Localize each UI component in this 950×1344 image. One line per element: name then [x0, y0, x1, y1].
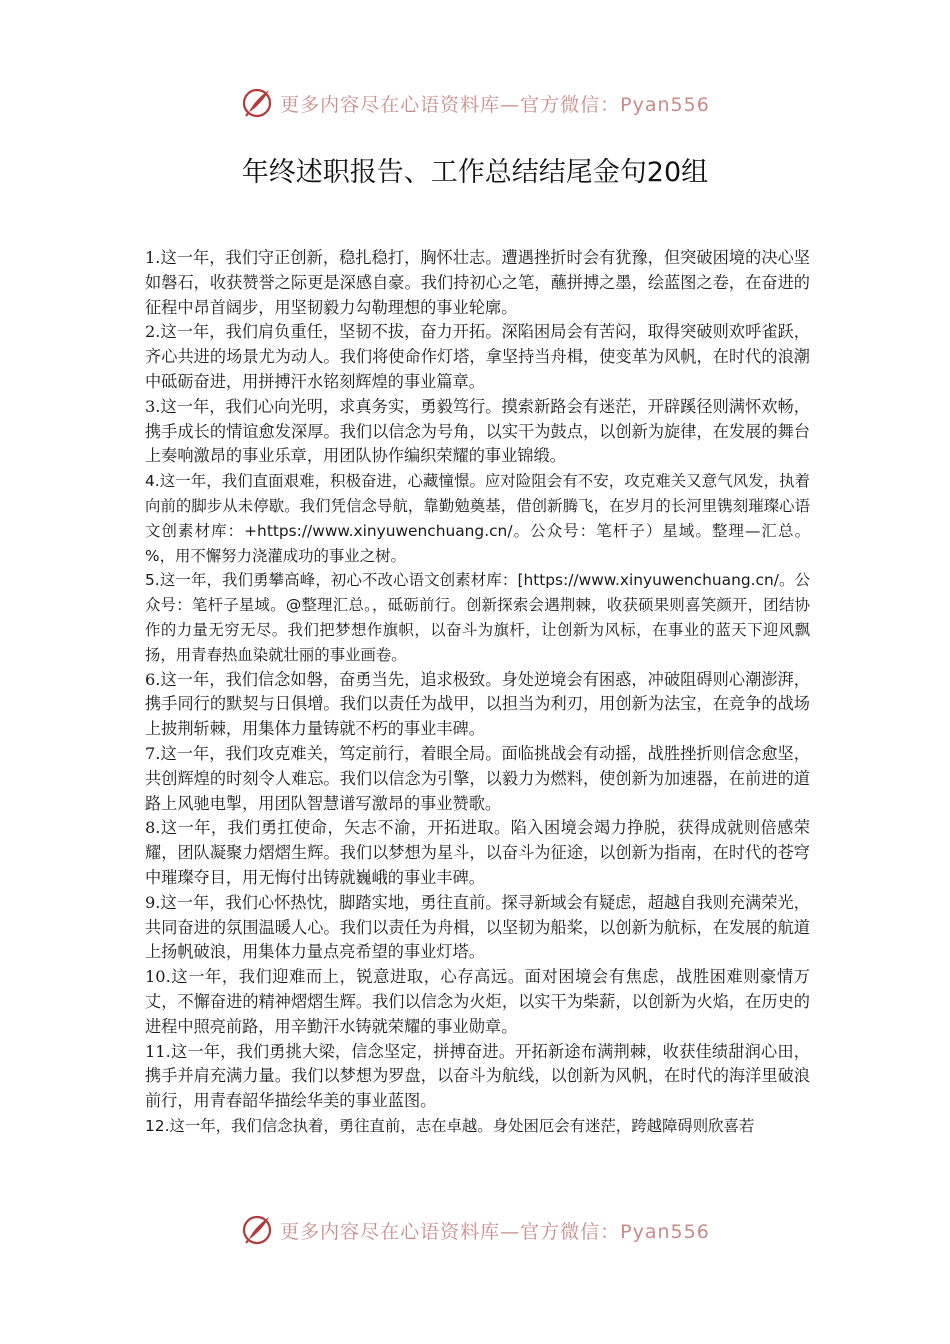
header-banner [0, 83, 950, 123]
paragraph-3: 3.这一年，我们心向光明，求真务实，勇毅笃行。摸索新路会有迷茫，开辟蹊径则满怀欢畅，携手成长的情谊愈发深厚。我们以信念为号角，以实干为鼓点，以创新为旋律，在发展的舞台上奏响激昂的事业乐章，用团队协作编织荣耀的事业锦缎。 [145, 396, 810, 466]
header-banner-text: 更多内容尽在心语资料库—官方微信： [280, 93, 621, 116]
paragraph-11: 11.这一年，我们勇挑大梁，信念坚定，拼搏奋进。开拓新途布满荆棘，收获佳绩甜润心田，携手并肩充满力量。我们以梦想为罗盘，以奋斗为航线，以创新为风帆，在时代的海洋里破浪前行，用青春韶华描绘华美的事业蓝图。 [145, 1041, 810, 1111]
paragraph-2: 2.这一年，我们肩负重任，坚韧不拔，奋力开拓。深陷困局会有苦闷，取得突破则欢呼雀跃，齐心共进的场景尤为动人。我们将使命作灯塔，拿坚持当舟楫，使变革为风帆，在时代的浪潮中砥砺奋进，用拼搏汗水铭刻辉煌的事业篇章。 [145, 322, 810, 391]
quill-logo-icon [240, 1213, 274, 1247]
header-wechat-id: Pyan556 [620, 93, 710, 116]
quill-logo-icon [240, 86, 274, 120]
document-title: 年终述职报告、工作总结结尾金句20组 [241, 157, 709, 188]
footer-banner-text: 更多内容尽在心语资料库—官方微信： [280, 1220, 621, 1243]
paragraph-8: 8.这一年，我们勇扛使命，矢志不渝，开拓进取。陷入困境会竭力挣脱，获得成就则倍感荣耀，团队凝聚力熠熠生辉。我们以梦想为星斗，以奋斗为征途，以创新为指南，在时代的苍穹中璀璨夺目，用无悔付出铸就巍峨的事业丰碑。 [145, 818, 810, 887]
paragraph-1: 1.这一年，我们守正创新，稳扎稳打，胸怀壮志。遭遇挫折时会有犹豫，但突破困境的决心坚如磐石，收获赞誉之际更是深感自豪。我们持初心之笔，蘸拼搏之墨，绘蓝图之卷，在奋进的征程中昂首阔步，用坚韧毅力勾勒理想的事业轮廓。 [145, 248, 810, 317]
paragraph-4: 4.这一年，我们直面艰难，积极奋进，心藏憧憬。应对险阻会有不安，攻克难关又意气风发，执着向前的脚步从未停歇。我们凭信念导航，靠勤勉奠基，借创新腾飞，在岁月的长河里镌刻璀璨心语文创素材库：+https://www.xinyuwenchuang.cn/。公众号：笔杆子）星域。整理—汇总。%，用不懈努力浇灌成功的事业之树。 [145, 472, 810, 565]
footer-wechat-id: Pyan556 [620, 1220, 710, 1243]
paragraph-6: 6.这一年，我们信念如磐，奋勇当先，追求极致。身处逆境会有困惑，冲破阻碍则心潮澎湃，携手同行的默契与日俱增。我们以责任为战甲，以担当为利刃，用创新为法宝，在竞争的战场上披荆斩棘，用集体力量铸就不朽的事业丰碑。 [145, 669, 810, 739]
paragraph-9: 9.这一年，我们心怀热忱，脚踏实地，勇往直前。探寻新域会有疑虑，超越自我则充满荣光，共同奋进的氛围温暖人心。我们以责任为舟楫，以坚韧为船桨，以创新为航标，在发展的航道上扬帆破浪，用集体力量点亮希望的事业灯塔。 [145, 892, 810, 962]
footer-banner [0, 1210, 950, 1250]
paragraph-12: 12.这一年，我们信念执着，勇往直前，志在卓越。身处困厄会有迷茫，跨越障碍则欣喜若 [145, 1116, 755, 1135]
document-body [145, 246, 810, 1139]
paragraph-7: 7.这一年，我们攻克难关，笃定前行，着眼全局。面临挑战会有动摇，战胜挫折则信念愈坚，共创辉煌的时刻令人难忘。我们以信念为引擎，以毅力为燃料，使创新为加速器，在前进的道路上风驰电掣，用团队智慧谱写激昂的事业赞歌。 [145, 743, 810, 813]
paragraph-10: 10.这一年，我们迎难而上，锐意进取，心存高远。面对困境会有焦虑，战胜困难则豪情万丈，不懈奋进的精神熠熠生辉。我们以信念为火炬，以实干为柴薪，以创新为火焰，在历史的进程中照亮前路，用辛勤汗水铸就荣耀的事业勋章。 [145, 967, 810, 1036]
paragraph-5: 5.这一年，我们勇攀高峰，初心不改心语文创素材库：[https://www.xinyuwenchuang.cn/。公众号：笔杆子星域。@整理汇总。，砥砺前行。创新探索会遇荆棘，收获硕果则喜笑颜开，团结协作的力量无穷无尽。我们把梦想作旗帜，以奋斗为旗杆，让创新为风标，在事业的蓝天下迎风飘扬，用青春热血染就壮丽的事业画卷。 [145, 571, 810, 664]
